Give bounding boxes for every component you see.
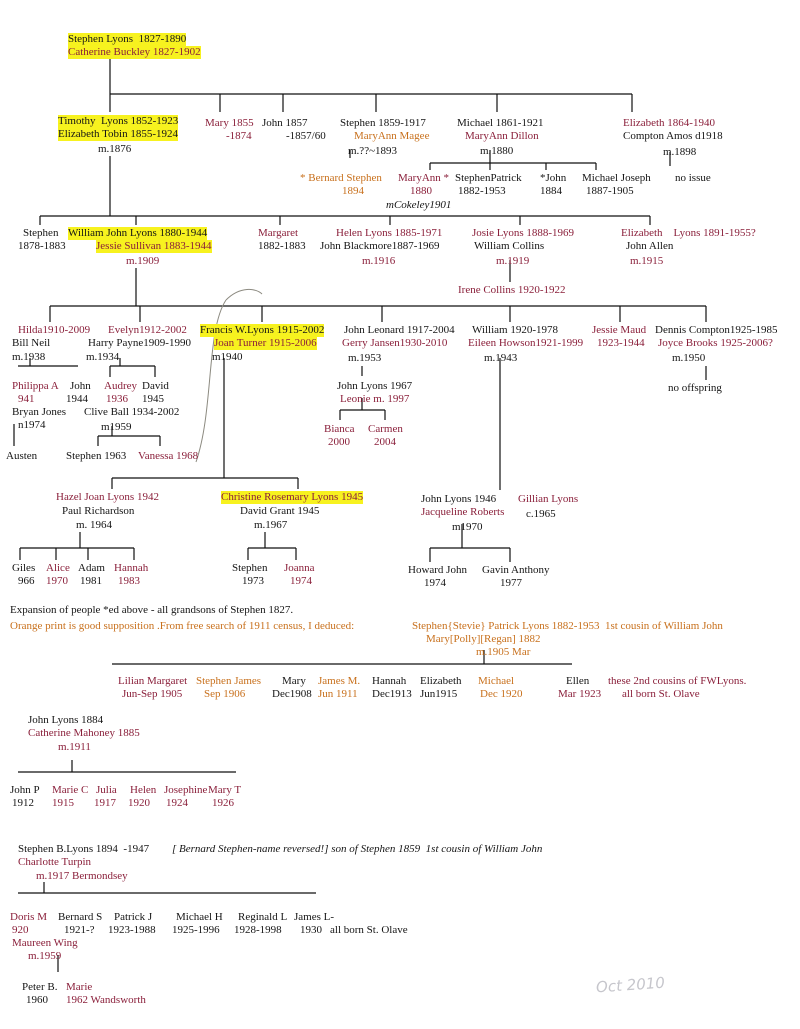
person-label: MaryAnn Magee	[354, 130, 430, 142]
person-label: Josie Lyons 1888-1969	[472, 227, 575, 239]
person-label: Reginald L	[238, 911, 288, 923]
person-label: m1959	[101, 421, 132, 433]
person-label: m.??~1893	[348, 145, 398, 157]
person-label: William John Lyons 1880-1944	[68, 227, 208, 239]
person-label: 1924	[166, 797, 188, 809]
person-label: Compton Amos d1918	[623, 130, 723, 142]
person-label: John Allen	[626, 240, 674, 252]
person-label: Jun 1911	[318, 688, 358, 700]
person-label: 1973	[242, 575, 264, 587]
person-label: 1882-1953	[458, 185, 506, 197]
person-label: [ Bernard Stephen-name reversed!] son of Stephen 1859 1st cousin of William John	[172, 843, 543, 855]
person-label: Timothy Lyons 1852-1923	[58, 115, 179, 127]
person-label: John 1857	[262, 117, 308, 129]
person-label: Catherine Buckley 1827-1902	[68, 46, 201, 58]
person-label: Hannah	[372, 675, 407, 687]
person-label: 1930	[300, 924, 322, 936]
person-label: m. 1964	[76, 519, 113, 531]
person-label: Patrick J	[114, 911, 153, 923]
person-label: no issue	[675, 172, 711, 184]
person-label: 1921-?	[64, 924, 95, 936]
person-label: mCokeley1901	[386, 199, 452, 211]
person-label: Mary 1855	[205, 117, 254, 129]
person-label: Howard John	[408, 564, 467, 576]
person-label: Paul Richardson	[62, 505, 135, 517]
person-label: Bianca	[324, 423, 355, 435]
person-label: Margaret	[258, 227, 299, 239]
person-label: 966	[18, 575, 35, 587]
person-label: 941	[18, 393, 35, 405]
person-label: Michael 1861-1921	[457, 117, 544, 129]
person-label: 920	[12, 924, 29, 936]
person-label: these 2nd cousins of FWLyons.	[608, 675, 747, 687]
person-label: 1960	[26, 994, 48, 1006]
person-label: Helen	[130, 784, 157, 796]
person-label: Francis W.Lyons 1915-2002	[200, 324, 325, 336]
person-label: Audrey	[104, 380, 137, 392]
person-label: Marie	[66, 981, 93, 993]
person-label: Dec1913	[372, 688, 412, 700]
person-label: Austen	[6, 450, 38, 462]
person-label: all born St. Olave	[330, 924, 408, 936]
person-label: *John	[540, 172, 567, 184]
person-label: Elizabeth 1864-1940	[623, 117, 715, 129]
person-label: Mary T	[208, 784, 242, 796]
person-label: Stephen	[23, 227, 59, 239]
person-label: Gillian Lyons	[518, 493, 579, 505]
person-label: John Leonard 1917-2004	[344, 324, 455, 336]
person-label: m.1917 Bermondsey	[36, 870, 128, 882]
person-label: m.1909	[126, 255, 160, 267]
person-label: Dennis Compton1925-1985	[655, 324, 778, 336]
person-label: 1981	[80, 575, 102, 587]
person-label: Joan Turner 1915-2006	[214, 337, 317, 349]
person-label: Joyce Brooks 1925-2006?	[658, 337, 773, 349]
person-label: Jessie Sullivan 1883-1944	[96, 240, 212, 252]
person-label: Vanessa 1968	[138, 450, 199, 462]
person-label: Dec 1920	[480, 688, 523, 700]
person-label: m.1938	[12, 351, 46, 363]
watermark-date: Oct 2010	[595, 973, 666, 997]
person-label: Dec1908	[272, 688, 312, 700]
person-label: 1945	[142, 393, 164, 405]
person-label: m.1880	[480, 145, 514, 157]
person-label: 1936	[106, 393, 128, 405]
person-label: 1983	[118, 575, 140, 587]
person-label: m.1919	[496, 255, 530, 267]
person-label: Gavin Anthony	[482, 564, 550, 576]
person-label: Stephen 1859-1917	[340, 117, 426, 129]
person-label: Hilda1910-2009	[18, 324, 91, 336]
person-label: 1925-1996	[172, 924, 220, 936]
person-label: Jun1915	[420, 688, 458, 700]
person-label: Orange print is good supposition .From free search of 1911 census, I deduced:	[10, 620, 355, 632]
person-label: Charlotte Turpin	[18, 856, 92, 868]
person-label: Expansion of people *ed above - all grandsons of Stephen 1827.	[10, 604, 294, 616]
person-label: m.1916	[362, 255, 396, 267]
person-label: Jun-Sep 1905	[122, 688, 183, 700]
person-label: Irene Collins 1920-1922	[458, 284, 566, 296]
person-label: Stephen James	[196, 675, 262, 687]
person-label: Ellen	[566, 675, 590, 687]
person-label: Hannah	[114, 562, 149, 574]
person-label: Stephen Lyons 1827-1890	[68, 33, 187, 45]
person-label: 1912	[12, 797, 34, 809]
person-label: Bill Neil	[12, 337, 51, 349]
person-label: Bernard S	[58, 911, 103, 923]
person-label: Gerry Jansen1930-2010	[342, 337, 448, 349]
person-label: 2004	[374, 436, 396, 448]
person-label: m.1898	[663, 146, 697, 158]
person-label: m.1915	[630, 255, 664, 267]
person-label: Elizabeth Lyons 1891-1955?	[621, 227, 756, 239]
person-label: 1923-1988	[108, 924, 156, 936]
person-label: MaryAnn *	[398, 172, 450, 184]
person-label: John Blackmore1887-1969	[320, 240, 440, 252]
person-label: 1926	[212, 797, 234, 809]
connector-curve	[226, 289, 262, 300]
person-label: Maureen Wing	[12, 937, 78, 949]
person-label: -1857/60	[286, 130, 326, 142]
person-label: Mar 1923	[558, 688, 602, 700]
person-label: 1974	[424, 577, 446, 589]
person-label: Marie C	[52, 784, 89, 796]
person-label: * Bernard Stephen	[300, 172, 382, 184]
person-label: Helen Lyons 1885-1971	[336, 227, 443, 239]
person-label: m.1959	[28, 950, 62, 962]
person-label: Jacqueline Roberts	[421, 506, 505, 518]
person-label: Doris M	[10, 911, 47, 923]
person-label: Josephine	[164, 784, 208, 796]
person-label: John Lyons 1967	[337, 380, 413, 392]
person-label: Stephen B.Lyons 1894 -1947	[18, 843, 150, 855]
person-label: John Lyons 1946	[421, 493, 497, 505]
person-label: m.1911	[58, 741, 91, 753]
person-label: William Collins	[474, 240, 545, 252]
person-label: Hazel Joan Lyons 1942	[56, 491, 159, 503]
person-label: m.1943	[484, 352, 518, 364]
person-label: -1874	[226, 130, 252, 142]
person-label: n1974	[18, 419, 46, 431]
person-label: Elizabeth	[420, 675, 462, 687]
person-label: 1917	[94, 797, 116, 809]
person-label: 1887-1905	[586, 185, 634, 197]
person-label: Philippa A	[12, 380, 59, 392]
person-label: 1970	[46, 575, 68, 587]
person-label: m.1905 Mar	[476, 646, 531, 658]
person-label: 1882-1883	[258, 240, 306, 252]
person-label: 1974	[290, 575, 312, 587]
person-label: Sep 1906	[204, 688, 246, 700]
person-label: Jessie Maud	[592, 324, 647, 336]
person-label: Giles	[12, 562, 36, 574]
person-label: 1923-1944	[597, 337, 645, 349]
person-label: c.1965	[526, 508, 556, 520]
person-label: James L-	[294, 911, 335, 923]
person-label: Stephen 1963	[66, 450, 127, 462]
person-label: StephenPatrick	[455, 172, 522, 184]
person-label: 1920	[128, 797, 150, 809]
person-label: 1944	[66, 393, 88, 405]
person-label: Michael H	[176, 911, 223, 923]
person-label: m.1950	[672, 352, 706, 364]
person-label: Joanna	[284, 562, 315, 574]
person-label: MaryAnn Dillon	[465, 130, 539, 142]
person-label: John	[70, 380, 91, 392]
person-label: Alice	[46, 562, 70, 574]
person-label: 2000	[328, 436, 350, 448]
person-label: m.1934	[86, 351, 120, 363]
person-label: Julia	[96, 784, 117, 796]
person-label: William 1920-1978	[472, 324, 559, 336]
person-label: Peter B.	[22, 981, 58, 993]
person-label: m1970	[452, 521, 483, 533]
person-label: 1962 Wandsworth	[66, 994, 146, 1006]
person-label: Bryan Jones	[12, 406, 67, 418]
person-label: all born St. Olave	[622, 688, 700, 700]
person-label: Harry Payne1909-1990	[88, 337, 191, 349]
person-label: Stephen{Stevie} Patrick Lyons 1882-1953 1st cousin of William John	[412, 620, 723, 632]
person-label: Adam	[78, 562, 105, 574]
person-label: Christine Rosemary Lyons 1945	[221, 491, 364, 503]
person-label: m.1876	[98, 143, 132, 155]
person-label: John P	[10, 784, 40, 796]
person-label: Stephen	[232, 562, 268, 574]
person-label: 1878-1883	[18, 240, 66, 252]
person-label: John Lyons 1884	[28, 714, 104, 726]
person-label: Mary[Polly][Regan] 1882	[426, 633, 541, 645]
person-label: m.1953	[348, 352, 382, 364]
person-label: Lilian Margaret	[118, 675, 188, 687]
person-label: 1884	[540, 185, 562, 197]
person-label: 1915	[52, 797, 74, 809]
person-label: Mary	[282, 675, 306, 687]
person-label: Elizabeth Tobin 1855-1924	[58, 128, 179, 140]
person-label: Evelyn1912-2002	[108, 324, 187, 336]
person-label: James M.	[318, 675, 361, 687]
person-label: Michael	[478, 675, 515, 687]
person-label: Catherine Mahoney 1885	[28, 727, 140, 739]
person-label: David	[142, 380, 169, 392]
person-label: 1977	[500, 577, 522, 589]
person-label: m1940	[212, 351, 243, 363]
person-label: Clive Ball 1934-2002	[84, 406, 180, 418]
person-label: no offspring	[668, 382, 722, 394]
person-label: Leonie m. 1997	[340, 393, 410, 405]
person-label: Carmen	[368, 423, 403, 435]
person-label: 1894	[342, 185, 364, 197]
person-label: 1928-1998	[234, 924, 282, 936]
person-label: m.1967	[254, 519, 288, 531]
person-label: Michael Joseph	[582, 172, 651, 184]
person-label: 1880	[410, 185, 432, 197]
person-label: Eileen Howson1921-1999	[468, 337, 584, 349]
person-label: David Grant 1945	[240, 505, 320, 517]
